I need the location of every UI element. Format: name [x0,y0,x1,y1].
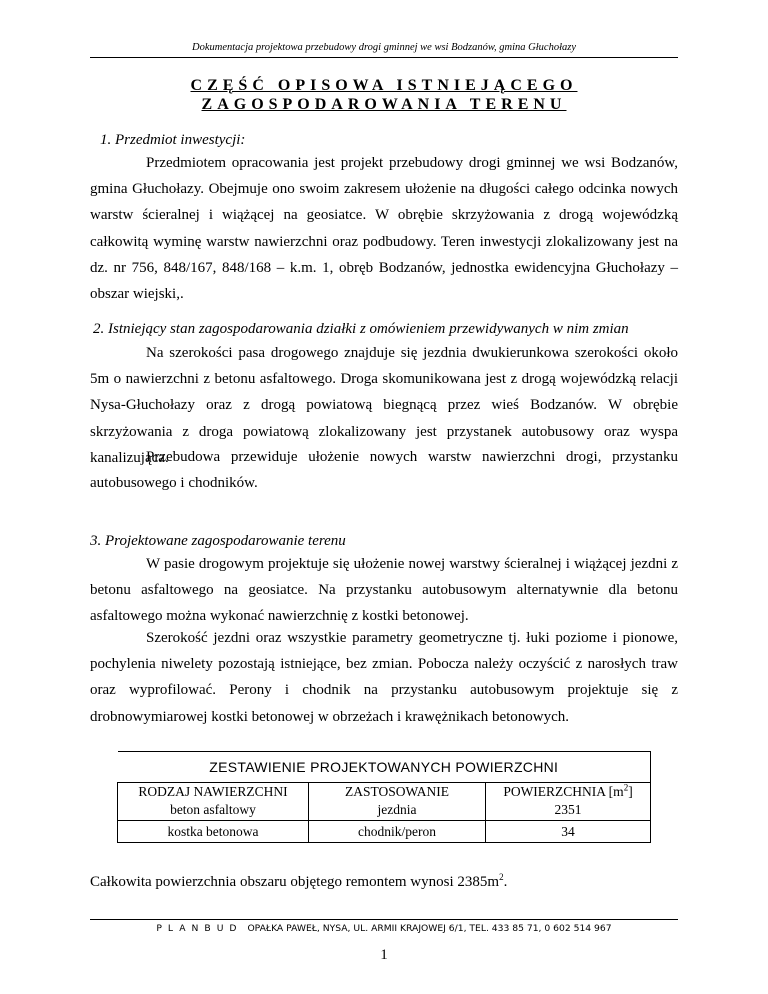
column-header-area-sup: 2 [623,782,629,792]
footer-brand: PLANBUD [156,923,243,934]
table-cell-area: 2351 [486,800,651,821]
table-cell-application: jezdnia [309,800,486,821]
section-3-paragraph-2: Szerokość jezdni oraz wszystkie parametry geometryczne tj. łuki poziome i pionowe, pochylenia niwelety pozostają istniejące, bez zmian. Pobocza należy oczyścić z narosłych traw oraz wyprofilować. Perony i chodnik na przystanku autobusowym projektuje się z drobnowymiarowej kostki betonowej w obrzeżach i krawężnikach betonowych. [90,630,678,725]
section-2-paragraph-1: Na szerokości pasa drogowego znajduje się jezdnia dwukierunkowa szerokości około 5m o nawierzchni z betonu asfaltowego. Droga skomunikowana jest z drogą wojewódzką relacji Nysa-Głuchołazy oraz z drogą powiatową biegnącą przez wieś Bodzanów. W obrębie skrzyżowania z droga powiatową zlokalizowany jest przystanek autobusowy oraz wyspa kanalizująca. [90,345,678,466]
column-header-area-close: ] [628,783,633,799]
section-3-paragraph-1: W pasie drogowym projektuje się ułożenie nowej warstwy ścieralnej i wiążącej jezdni z betonu asfaltowego na geosiatce. Na przystanku autobusowym alternatywnie dla betonu asfaltowego można wykonać nawierzchnię z kostki betonowej. [90,556,678,625]
total-area-sup: 2 [499,872,504,882]
surfaces-table [117,751,651,843]
footer-address: OPAŁKA PAWEŁ, NYSA, UL. ARMII KRAJOWEJ 6/1, TEL. 433 85 71, 0 602 514 967 [247,923,612,934]
table-caption-row [118,752,651,783]
section-2-heading: 2. Istniejący stan zagospodarowania działki z omówieniem przewidywanych w nim zmian [93,321,629,337]
page-footer [0,923,768,935]
table-cell-application: chodnik/peron [309,821,486,843]
total-area-text: Całkowita powierzchnia obszaru objętego remontem wynosi 2385m [90,874,500,890]
table-row [118,800,651,821]
page-number: 1 [380,947,388,963]
column-header-application: ZASTOSOWANIE [309,783,486,801]
section-1-heading: 1. Przedmiot inwestycji: [100,132,246,148]
document-title [0,76,768,114]
page-header-text: Dokumentacja projektowa przebudowy drogi gminnej we wsi Bodzanów, gmina Głuchołazy [192,42,576,53]
document-title-line-2: ZAGOSPODAROWANIA TERENU [201,96,567,113]
page-header [90,42,678,58]
table-cell-surface-type: beton asfaltowy [118,800,309,821]
section-1-paragraph-1: Przedmiotem opracowania jest projekt przebudowy drogi gminnej we wsi Bodzanów, gmina Głuchołazy. Obejmuje ono swoim zakresem ułożenie na długości całego odcinka nowych warstw ścieralnej i wiążącej na geosiatce. W obrębie skrzyżowania z drogą wojewódzką całkowitą wyminę warstw nawierzchni oraz podbudowy. Teren inwestycji zlokalizowany jest na dz. nr 756, 848/167, 848/168 – k.m. 1, obręb Bodzanów, jednostka ewidencyjna Głuchołazy – obszar wiejski,. [90,155,678,303]
footer-divider [90,919,678,920]
table-header-row [118,783,651,801]
column-header-area [486,783,651,801]
section-2-paragraph-2: Przebudowa przewiduje ułożenie nowych warstw nawierzchni drogi, przystanku autobusowego i chodników. [90,449,678,492]
column-header-area-text: POWIERZCHNIA [m [503,783,624,799]
table-cell-area: 34 [486,821,651,843]
table-cell-surface-type: kostka betonowa [118,821,309,843]
table-row [118,821,651,843]
total-area-suffix: . [503,874,508,890]
document-title-line-1: CZĘŚĆ OPISOWA ISTNIEJĄCEGO [190,77,578,94]
table-caption: ZESTAWIENIE PROJEKTOWANYCH POWIERZCHNI [118,752,651,783]
column-header-surface-type: RODZAJ NAWIERZCHNI [118,783,309,801]
total-area-statement [90,873,507,891]
section-3-heading: 3. Projektowane zagospodarowanie terenu [90,533,346,549]
